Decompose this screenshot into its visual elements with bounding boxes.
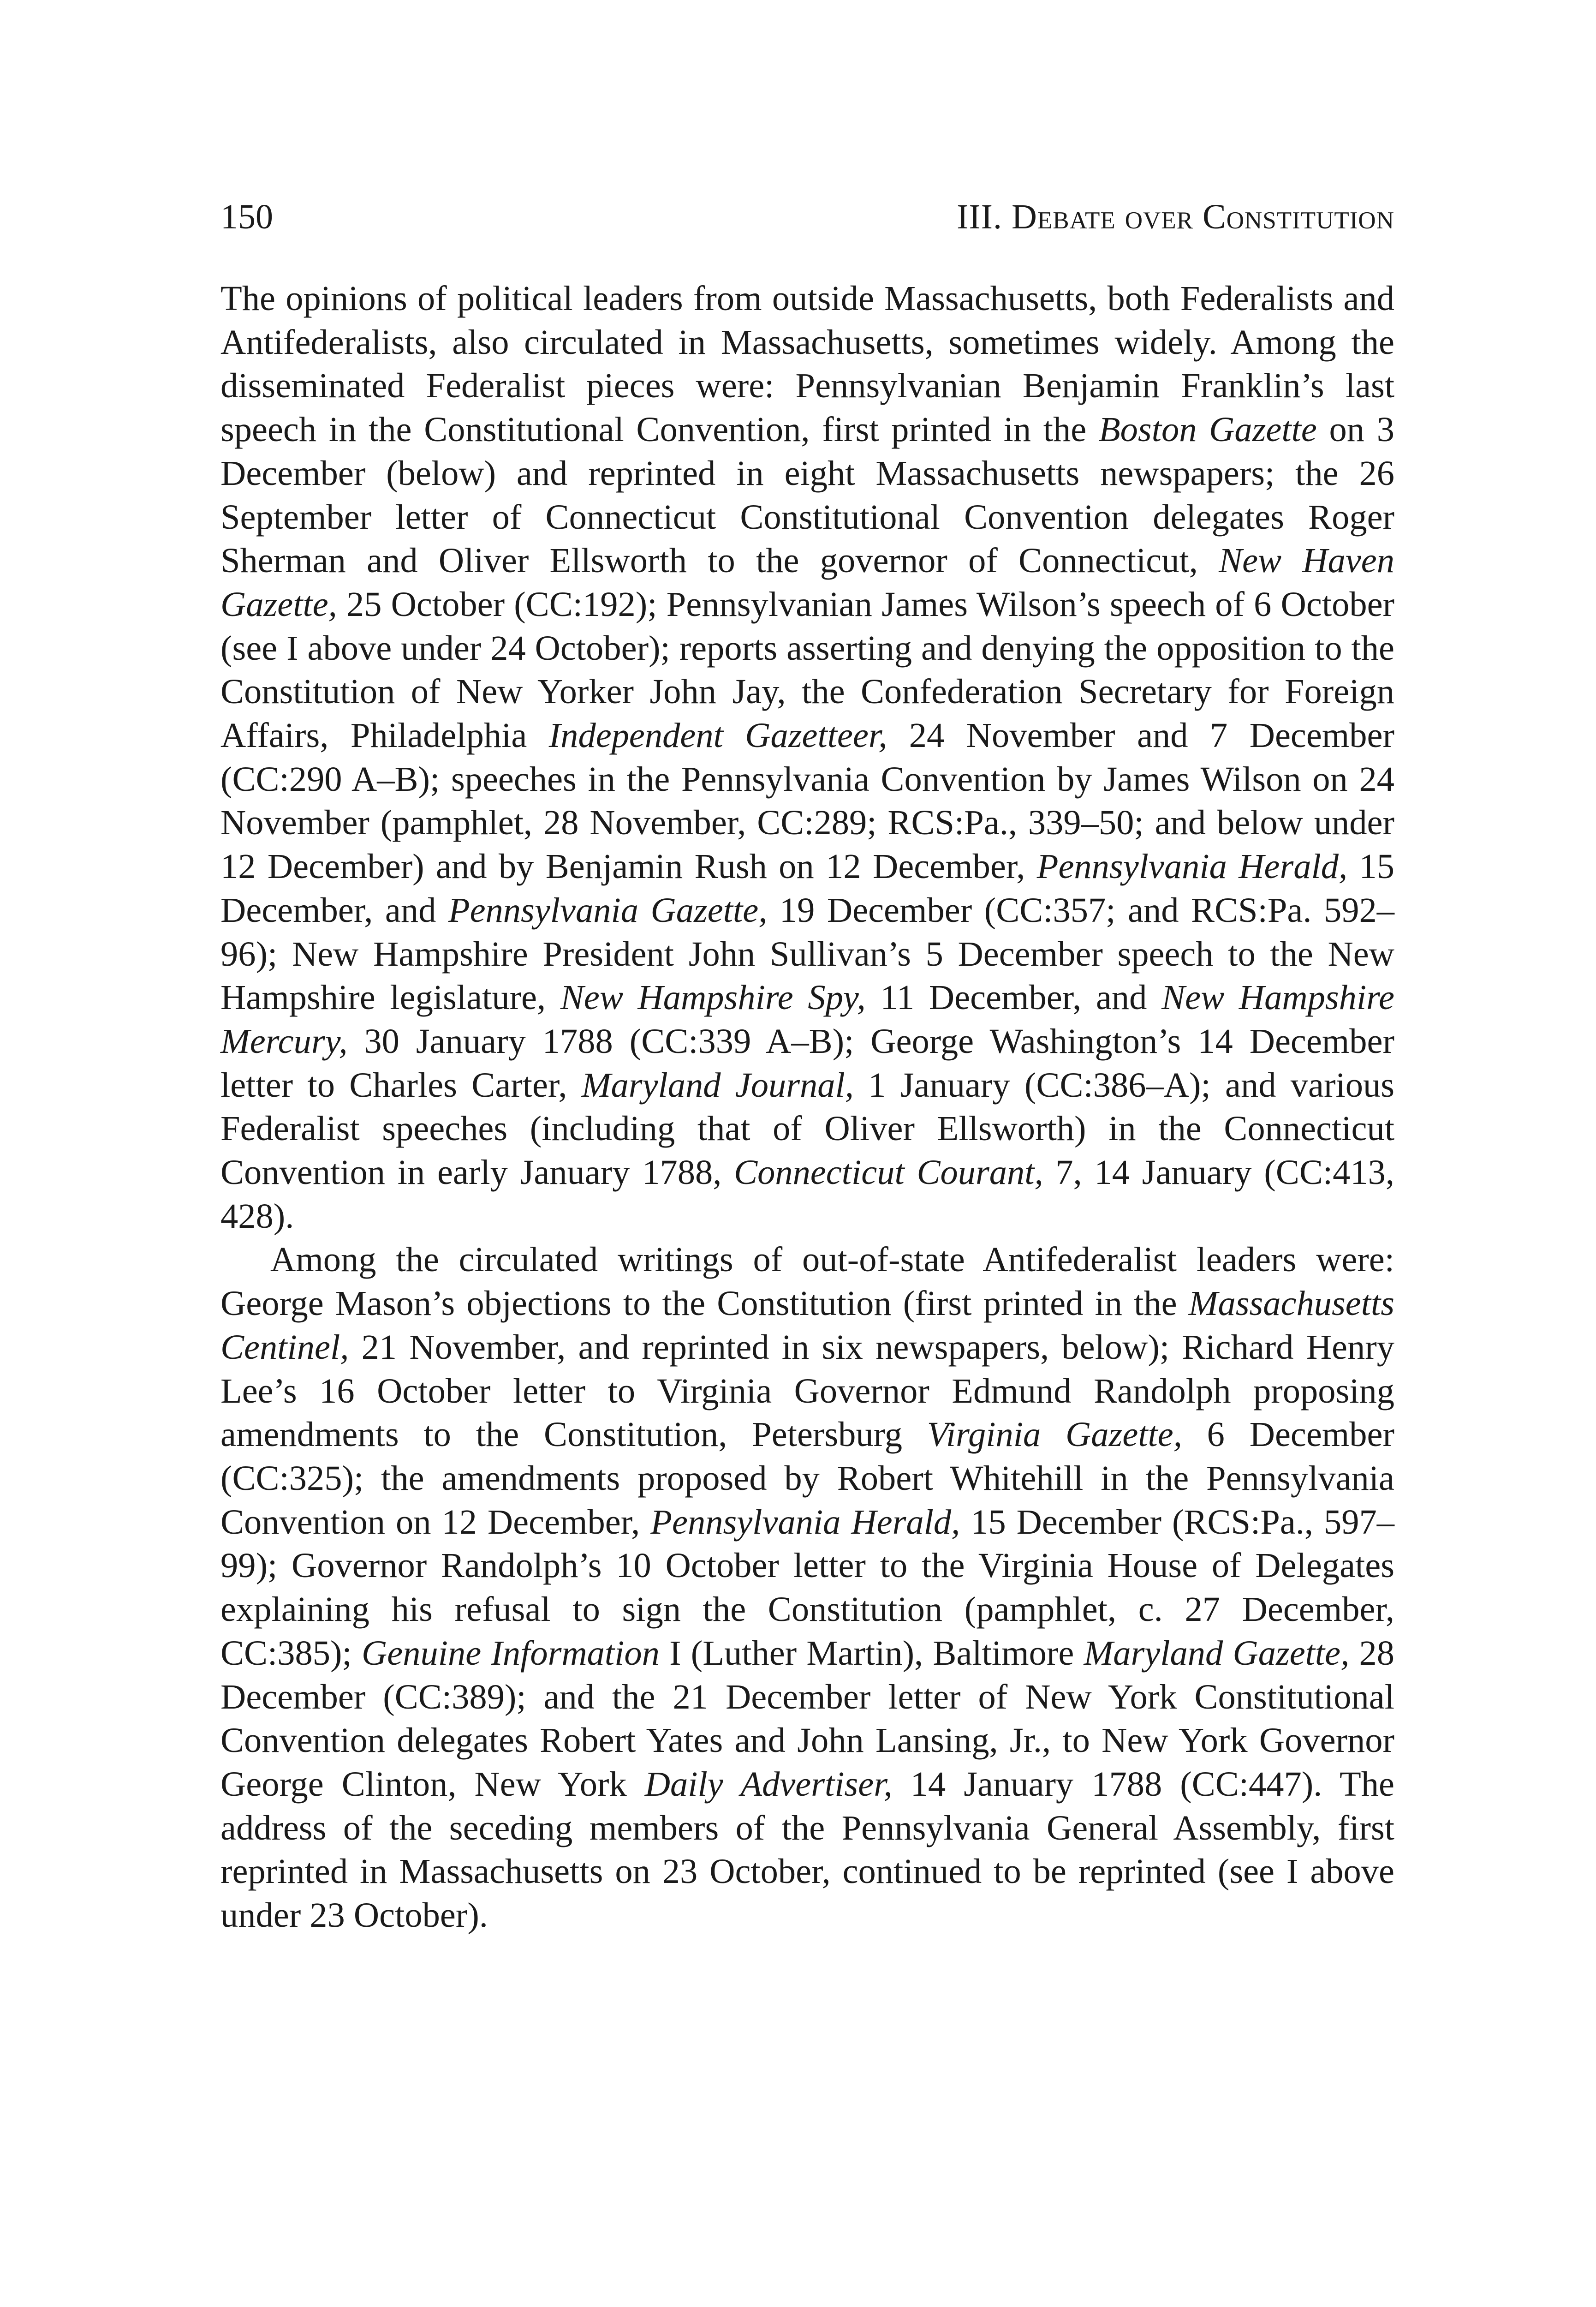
italic-title: Maryland Journal,	[581, 1065, 854, 1105]
paragraph-antifederalist-writings	[220, 1238, 1394, 1937]
italic-title: Pennsylvania Gazette,	[448, 890, 768, 930]
italic-title: New Haven Gazette,	[220, 541, 1394, 624]
text-run: Among the circulated writings of out-of-state Antifederalist leaders were: George Mason’s objections to the Constitution (first printed in the	[220, 1240, 1394, 1323]
italic-title: New Hampshire Mercury,	[220, 978, 1394, 1061]
text-run: I (Luther Martin), Baltimore	[659, 1633, 1084, 1673]
italic-title: Pennsylvania Herald,	[650, 1502, 960, 1542]
body-text	[220, 277, 1394, 1937]
italic-title: Virginia Gazette,	[927, 1415, 1182, 1454]
paragraph-federalist-pieces	[220, 277, 1394, 1238]
italic-title: Pennsylvania Herald,	[1036, 847, 1348, 886]
italic-title: Boston Gazette	[1098, 410, 1317, 449]
italic-title: Maryland Gazette,	[1084, 1633, 1350, 1673]
italic-title: Genuine Information	[362, 1633, 660, 1673]
text-run: 7, 14 January (CC:413, 428).	[220, 1153, 1394, 1236]
section-title: III. Debate over Constitution	[957, 197, 1394, 236]
italic-title: Daily Advertiser,	[644, 1764, 893, 1804]
text-run: 25 October (CC:192); Pennsylvanian James Wilson’s speech of 6 October (see I above under 24 October); reports asserting and denying the opposition to the Constitution of New Yorker John Jay, the Confederation Secretary for Foreign Affairs, Philadelphia	[220, 584, 1394, 755]
text-run: 19 December (CC:357; and RCS:Pa. 592–96); New Hampshire President John Sullivan’s 5 December speech to the New Hampshire legislature,	[220, 890, 1395, 1017]
text-run: The opinions of political leaders from outside Massachusetts, both Federalists and Antifederalists, also circulated in Massachusetts, sometimes widely. Among the disseminated Federalist pieces were: Pennsylvanian Benjamin Franklin’s last speech in the Constitutional Convention, first printed in the	[220, 279, 1394, 449]
text-run: 28 December (CC:389); and the 21 December letter of New York Constitutional Convention delegates Robert Yates and John Lansing, Jr., to New York Governor George Clinton, New York	[220, 1633, 1394, 1804]
text-run: on 3 December (below) and reprinted in eight Massachusetts newspapers; the 26 September letter of Connecticut Constitutional Convention delegates Roger Sherman and Oliver Ellsworth to the governor of Connecticut,	[220, 410, 1394, 580]
text-run: 15 December, and	[220, 847, 1394, 930]
text-run: 30 January 1788 (CC:339 A–B); George Washington’s 14 December letter to Charles Carter,	[220, 1021, 1394, 1105]
italic-title: Independent Gazetteer,	[548, 716, 887, 755]
text-run: 21 November, and reprinted in six newspapers, below); Richard Henry Lee’s 16 October letter to Virginia Governor Edmund Randolph proposing amendments to the Constitution, Petersburg	[220, 1327, 1394, 1454]
italic-title: New Hampshire Spy,	[560, 978, 866, 1017]
text-run: 14 January 1788 (CC:447). The address of the seceding members of the Pennsylvania General Assembly, first reprinted in Massachusetts on 23 October, continued to be reprinted (see I above under 23 October).	[220, 1764, 1394, 1935]
text-run: 24 November and 7 December (CC:290 A–B); speeches in the Pennsylvania Convention by James Wilson on 24 November (pamphlet, 28 November, CC:289; RCS:Pa., 339–50; and below under 12 December) and by Benjamin Rush on 12 December,	[220, 716, 1394, 886]
text-run: 15 December (RCS:Pa., 597–99); Governor Randolph’s 10 October letter to the Virginia House of Delegates explaining his refusal to sign the Constitution (pamphlet, c. 27 December, CC:385);	[220, 1502, 1394, 1673]
text-run: 11 December, and	[865, 978, 1162, 1017]
text-run: 6 December (CC:325); the amendments proposed by Robert Whitehill in the Pennsylvania Convention on 12 December,	[220, 1415, 1394, 1542]
page-number: 150	[220, 197, 273, 236]
text-run: 1 January (CC:386–A); and various Federalist speeches (including that of Oliver Ellsworth) in the Connecticut Convention in early January 1788,	[220, 1065, 1394, 1192]
italic-title: Connecticut Courant,	[734, 1153, 1043, 1192]
italic-title: Massachusetts Centinel,	[220, 1284, 1394, 1367]
running-head	[220, 191, 1394, 242]
